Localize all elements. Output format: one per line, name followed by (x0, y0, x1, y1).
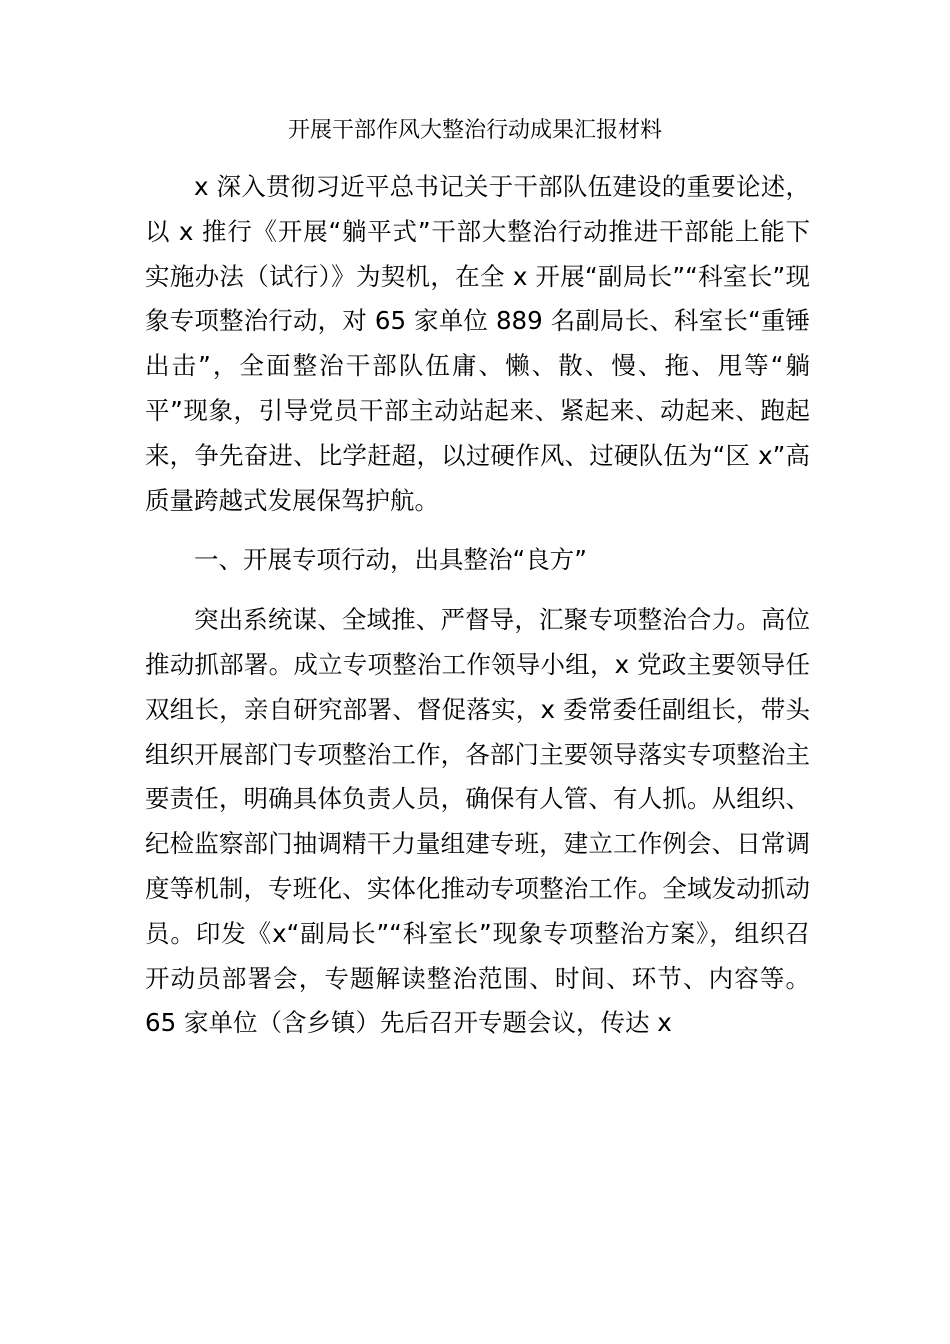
section-heading-1: 一、开展专项行动，出具整治“良方” (194, 545, 587, 575)
body-paragraph-intro: x 深入贯彻习近平总书记关于干部队伍建设的重要论述，以 x 推行《开展“躺平式”干部大整治行动推进干部能上能下实施办法（试行）》为契机，在全 x 开展“副局长”“科室长”现象专项整治行动，对 65 家单位 889 名副局长、科室长“重锤出击”，全面整治干部队伍庸、懒、散、慢、拖、甩等“躺平”现象，引导党员干部主动站起来、紧起来、动起来、跑起来，争先奋进、比学赶超，以过硬作风、过硬队伍为“区 x”高质量跨越式发展保驾护航。 (145, 172, 810, 515)
document-title: 开展干部作风大整治行动成果汇报材料 (287, 118, 662, 143)
document-body (145, 165, 810, 1046)
body-paragraph-section-1: 突出系统谋、全域推、严督导，汇聚专项整治合力。高位推动抓部署。成立专项整治工作领导小组，x 党政主要领导任双组长，亲自研究部署、督促落实，x 委常委任副组长，带头组织开展部门专项整治工作，各部门主要领导落实专项整治主要责任，明确具体负责人员，确保有人管、有人抓。从组织、纪检监察部门抽调精干力量组建专班，建立工作例会、日常调度等机制，专班化、实体化推动专项整治工作。全域发动抓动员。印发《x“副局长”“科室长”现象专项整治方案》，组织召开动员部署会，专题解读整治范围、时间、环节、内容等。65 家单位（含乡镇）先后召开专题会议，传达 x (145, 605, 810, 1038)
